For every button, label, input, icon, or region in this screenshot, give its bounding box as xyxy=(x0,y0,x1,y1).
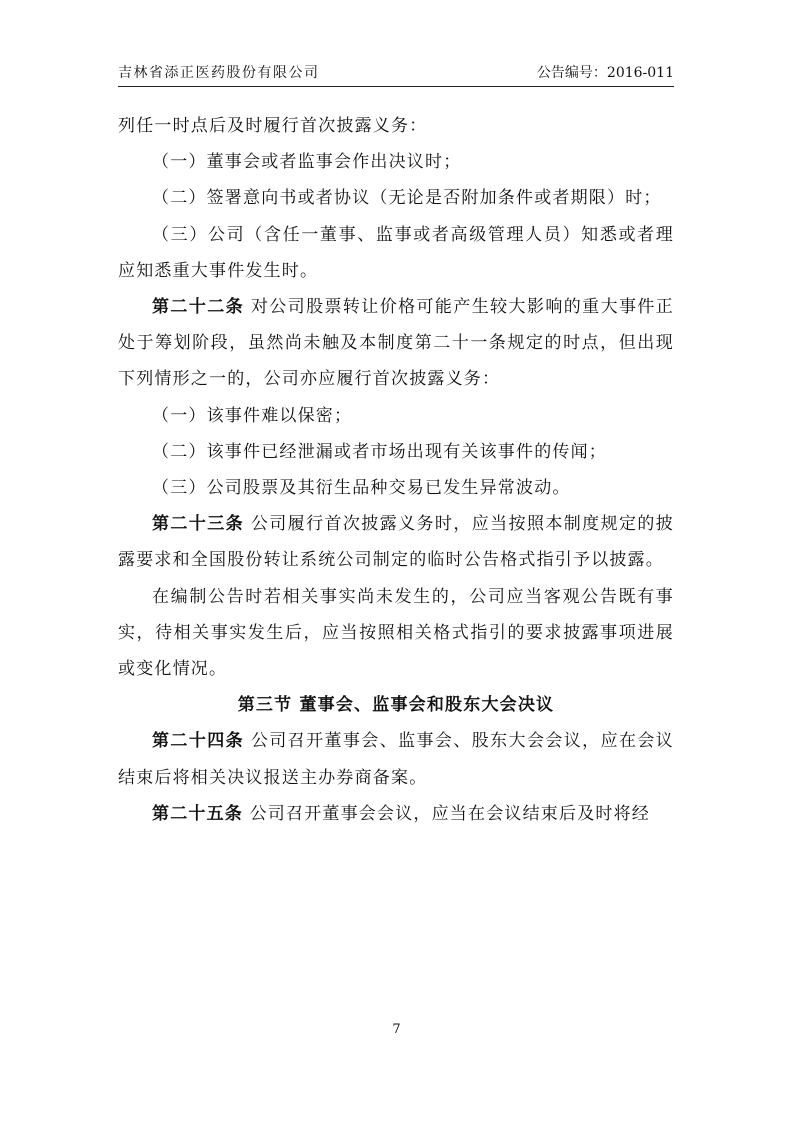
article-24 xyxy=(118,723,674,795)
list-item-board-resolution: （一）董事会或者监事会作出决议时； xyxy=(152,152,462,173)
list-item-hard-to-keep-secret: （一）该事件难以保密； xyxy=(152,405,353,426)
article-22-title: 第二十二条 xyxy=(152,297,245,318)
article-22-text: 对公司股票转让价格可能产生较大影响的重大事件正处于筹划阶段，虽然尚未触及本制度第二十一条规定的时点，但出现下列情形之一的，公司亦应履行首次披露义务： xyxy=(118,297,675,390)
list-item-abnormal-fluctuation: （三）公司股票及其衍生品种交易已发生异常波动。 xyxy=(152,478,571,499)
article-24-title: 第二十四条 xyxy=(152,731,245,752)
list-item-sign-agreement: （二）签署意向书或者协议（无论是否附加条件或者期限）时； xyxy=(152,188,662,209)
article-23-text: 公司履行首次披露义务时，应当按照本制度规定的披露要求和全国股份转让系统公司制定的临时公告格式指引予以披露。 xyxy=(118,514,675,571)
company-name: 吉林省添正医药股份有限公司 xyxy=(118,65,320,81)
article-25 xyxy=(118,796,674,832)
page-header xyxy=(118,62,674,86)
list-item-leaked-rumors: （二）该事件已经泄漏或者市场出现有关该事件的传闻； xyxy=(152,441,607,462)
article-25-title: 第二十五条 xyxy=(152,803,243,824)
article-24-text: 公司召开董事会、监事会、股东大会会议，应在会议结束后将相关决议报送主办券商备案。 xyxy=(118,731,675,788)
article-23 xyxy=(118,506,674,578)
page-number: 7 xyxy=(392,1022,401,1037)
section-title: 第三节 董事会、监事会和股东大会决议 xyxy=(237,695,555,716)
article-22 xyxy=(118,289,674,398)
article-25-text: 公司召开董事会会议，应当在会议结束后及时将经 xyxy=(249,803,651,824)
article-23-title: 第二十三条 xyxy=(152,514,245,535)
paragraph-continuation: 列任一时点后及时履行首次披露义务： xyxy=(118,116,428,136)
header-divider xyxy=(118,86,674,87)
announcement-number: 公告编号：2016-011 xyxy=(536,65,674,81)
list-item-aware-event: （三）公司（含任一董事、监事或者高级管理人员）知悉或者理应知悉重大事件发生时。 xyxy=(118,224,674,281)
paragraph-disclosure-progress: 在编制公告时若相关事实尚未发生的，公司应当客观公告既有事实，待相关事实发生后，应当按照相关格式指引的要求披露事项进展或变化情况。 xyxy=(118,586,674,680)
document-body xyxy=(118,108,674,832)
